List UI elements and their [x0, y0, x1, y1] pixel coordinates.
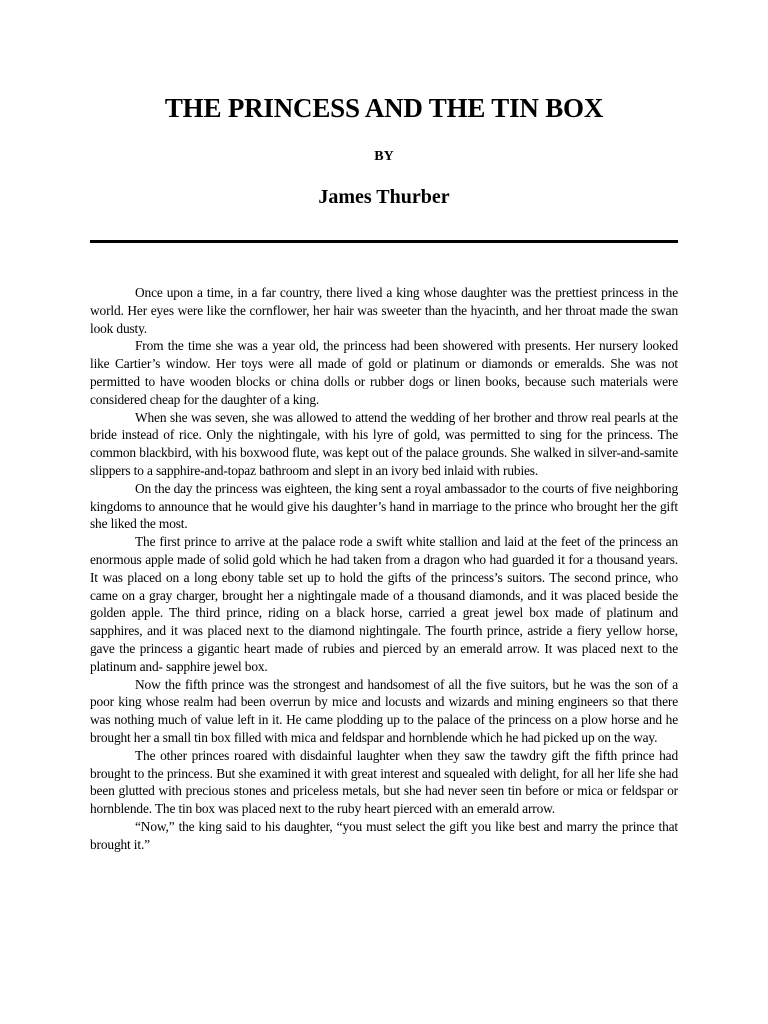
- paragraph: When she was seven, she was allowed to attend the wedding of her brother and throw real pearls at the bride instead of rice. Only the nightingale, with his lyre of gold, was permitted to sing for the princess. The common blackbird, with his boxwood flute, was kept out of the palace grounds. She walked in silver-and-samite slippers to a sapphire-and-topaz bathroom and slept in an ivory bed inlaid with rubies.: [90, 409, 678, 478]
- paragraph: Once upon a time, in a far country, there lived a king whose daughter was the prettiest princess in the world. Her eyes were like the cornflower, her hair was sweeter than the hyacinth, and her throat made the swan look dusty.: [90, 285, 678, 336]
- story-body: [90, 284, 678, 854]
- horizontal-rule: [90, 240, 678, 243]
- page-title: THE PRINCESS AND THE TIN BOX: [164, 93, 604, 123]
- paragraph: On the day the princess was eighteen, the king sent a royal ambassador to the courts of five neighboring kingdoms to announce that he would give his daughter’s hand in marriage to the prince who brought her the gift she liked the most.: [90, 480, 678, 532]
- paragraph: The first prince to arrive at the palace rode a swift white stallion and laid at the feet of the princess an enormous apple made of solid gold which he had taken from a dragon who had guarded it for a thousand years. It was placed on a long ebony table set up to hold the gifts of the princess’s suitors. The second prince, who came on a gray charger, brought her a nightingale made of a thousand diamonds, and it was placed beside the golden apple. The third prince, riding on a black horse, carried a great jewel box made of platinum and sapphires, and it was placed next to the diamond nightingale. The fourth prince, astride a fiery yellow horse, gave the princess a gigantic heart made of rubies and pierced by an emerald arrow. It was placed next to the platinum and- sapphire jewel box.: [90, 534, 678, 674]
- author-name: James Thurber: [318, 186, 450, 208]
- paragraph: The other princes roared with disdainful laughter when they saw the tawdry gift the fifth prince had brought to the princess. But she examined it with great interest and squealed with delight, for all her life she had been glutted with precious stones and priceless metals, but she had never seen tin before or mica or feldspar or hornblende. The tin box was placed next to the ruby heart pierced with an emerald arrow.: [90, 747, 678, 817]
- paragraph: “Now,” the king said to his daughter, “you must select the gift you like best and marry the prince that brought it.”: [90, 818, 678, 852]
- byline: BY: [374, 149, 394, 164]
- paragraph: Now the fifth prince was the strongest and handsomest of all the five suitors, but he was the son of a poor king whose realm had been overrun by mice and locusts and wizards and mining engineers so that there was nothing much of value left in it. He came plodding up to the palace of the princess on a plow horse and he brought her a small tin box filled with mica and feldspar and hornblende which he had picked up on the way.: [90, 676, 678, 745]
- paragraph: From the time she was a year old, the princess had been showered with presents. Her nursery looked like Cartier’s window. Her toys were all made of gold or platinum or diamonds or emeralds. She was not permitted to have wooden blocks or china dolls or rubber dogs or linen books, because such materials were considered cheap for the daughter of a king.: [90, 338, 678, 407]
